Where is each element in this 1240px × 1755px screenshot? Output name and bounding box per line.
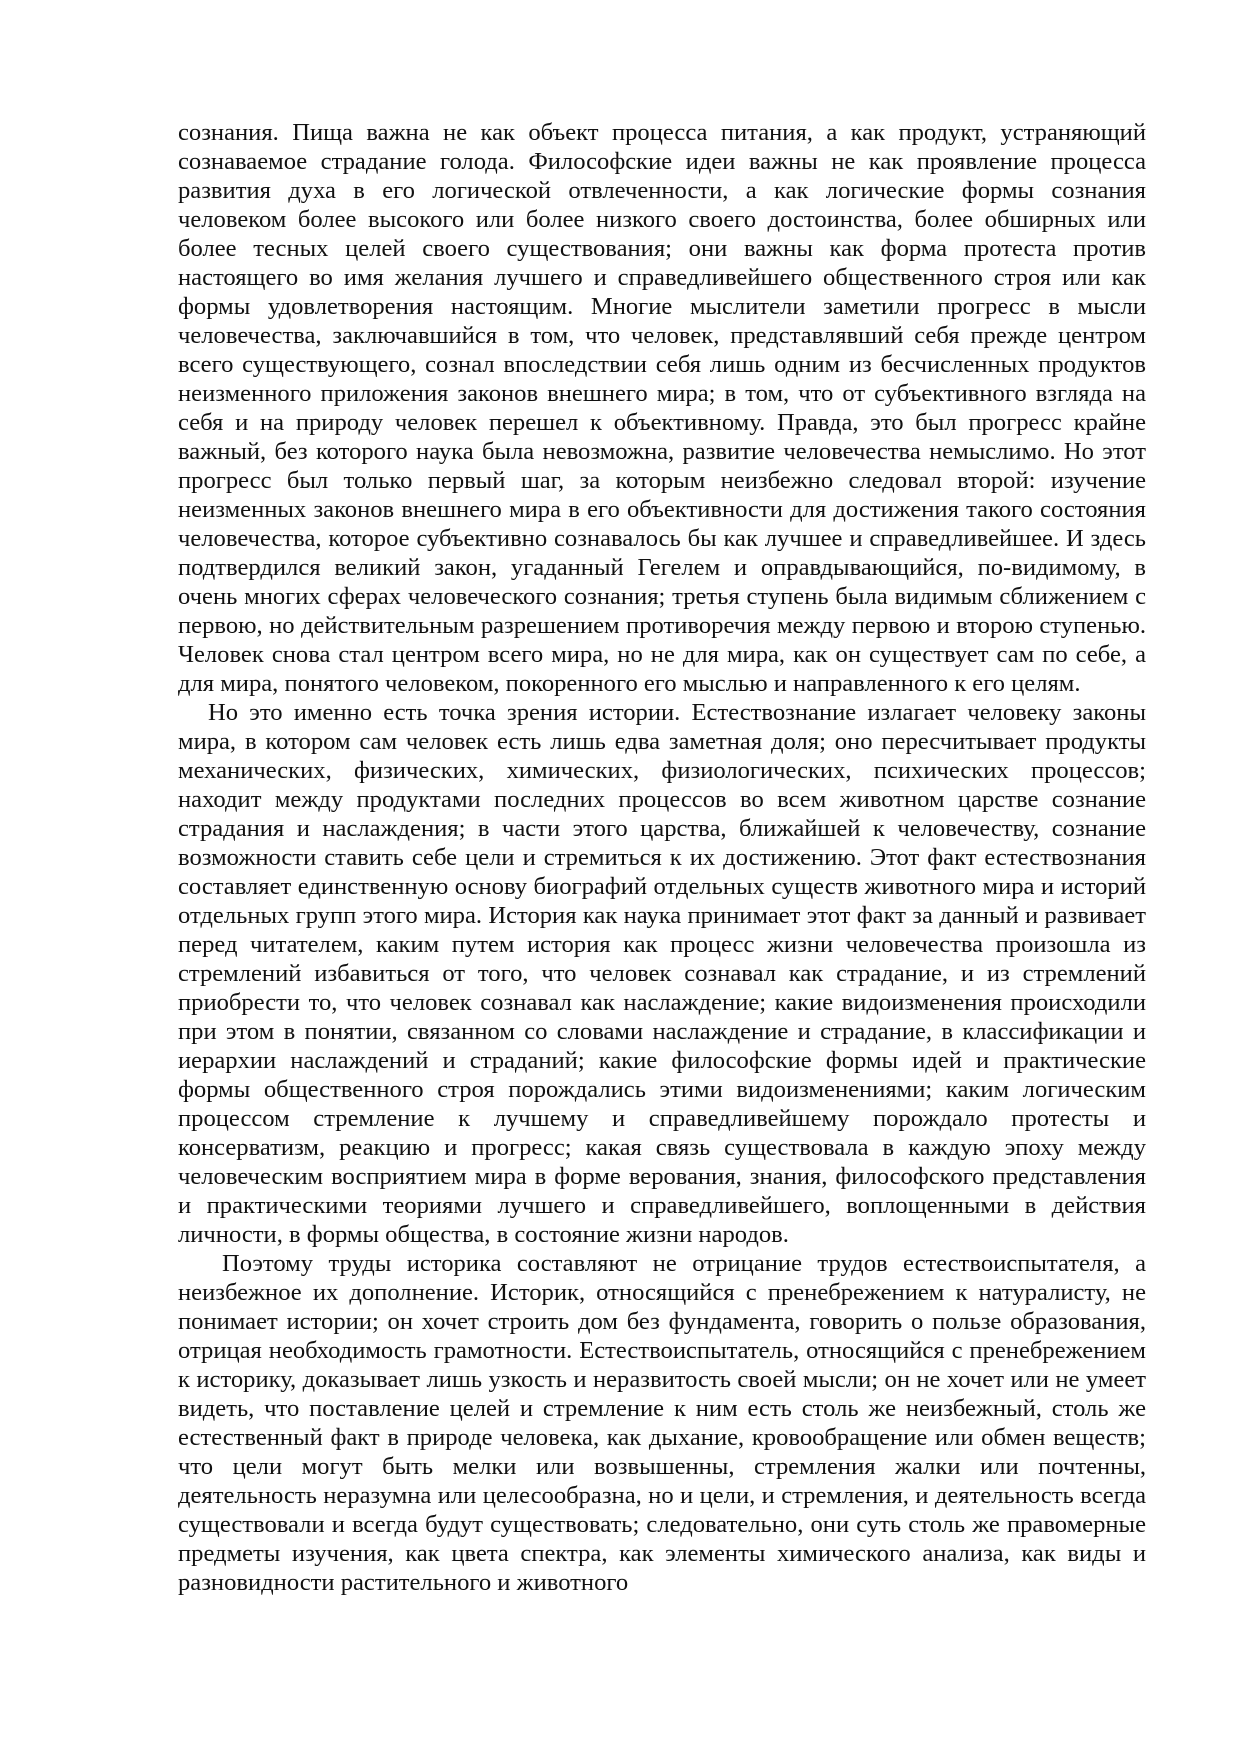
paragraph-2: Но это именно есть точка зрения истории. Естествознание излагает человеку законы мира, в котором сам человек есть лишь едва заметная доля; оно пересчитывает продукты механических, физических, химических, физиологических, психических процессов; находит между продуктами последних процессов во всем животном царстве сознание страдания и наслаждения; в части этого царства, ближайшей к человечеству, сознание возможности ставить себе цели и стремиться к их достижению. Этот факт естествознания составляет единственную основу биографий отдельных существ животного мира и историй отдельных групп этого мира. История как наука принимает этот факт за данный и развивает перед читателем, каким путем история как процесс жизни человечества произошла из стремлений избавиться от того, что человек сознавал как страдание, и из стремлений приобрести то, что человек сознавал как наслаждение; какие видоизменения происходили при этом в понятии, связанном со словами наслаждение и страдание, в классификации и иерархии наслаждений и страданий; какие философские формы идей и практические формы общественного строя порождались этими видоизменениями; каким логическим процессом стремление к лучшему и справедливейшему порождало протесты и консерватизм, реакцию и прогресс; какая связь существовала в каждую эпоху между человеческим восприятием мира в форме верования, знания, философского представления и практическими теориями лучшего и справедливейшего, воплощенными в действия личности, в формы общества, в состояние жизни народов. <box>178 699 1146 1248</box>
paragraph-3: Поэтому труды историка составляют не отрицание трудов естествоиспытателя, а неизбежное их дополнение. Историк, относящийся с пренебрежением к натуралисту, не понимает истории; он хочет строить дом без фундамента, говорить о пользе образования, отрицая необходимость грамотности. Естествоиспытатель, относящийся с пренебрежением к историку, доказывает лишь узкость и неразвитость своей мысли; он не хочет или не умеет видеть, что поставление целей и стремление к ним есть столь же неизбежный, столь же естественный факт в природе человека, как дыхание, кровообращение или обмен веществ; что цели могут быть мелки или возвышенны, стремления жалки или почтенны, деятельность неразумна или целесообразна, но и цели, и стремления, и деятельность всегда существовали и всегда будут существовать; следовательно, они суть столь же правомерные предметы изучения, как цвета спектра, как элементы химического анализа, как виды и разновидности растительного и животного <box>178 1250 1146 1596</box>
document-page <box>178 118 1146 1597</box>
paragraph-1: сознания. Пища важна не как объект процесса питания, а как продукт, устраняющий сознаваемое страдание голода. Философские идеи важны не как проявление процесса развития духа в его логической отвлеченности, а как логические формы сознания человеком более высокого или более низкого своего достоинства, более обширных или более тесных целей своего существования; они важны как форма протеста против настоящего во имя желания лучшего и справедливейшего общественного строя или как формы удовлетворения настоящим. Многие мыслители заметили прогресс в мысли человечества, заключавшийся в том, что человек, представлявший себя прежде центром всего существующего, сознал впоследствии себя лишь одним из бесчисленных продуктов неизменного приложения законов внешнего мира; в том, что от субъективного взгляда на себя и на природу человек перешел к объективному. Правда, это был прогресс крайне важный, без которого наука была невозможна, развитие человечества немыслимо. Но этот прогресс был только первый шаг, за которым неизбежно следовал второй: изучение неизменных законов внешнего мира в его объективности для достижения такого состояния человечества, которое субъективно сознавалось бы как лучшее и справедливейшее. И здесь подтвердился великий закон, угаданный Гегелем и оправдывающийся, по-видимому, в очень многих сферах человеческого сознания; третья ступень была видимым сближением с первою, но действительным разрешением противоречия между первою и второю ступенью. Человек снова стал центром всего мира, но не для мира, как он существует сам по себе, а для мира, понятого человеком, покоренного его мыслью и направленного к его целям. <box>178 119 1146 697</box>
